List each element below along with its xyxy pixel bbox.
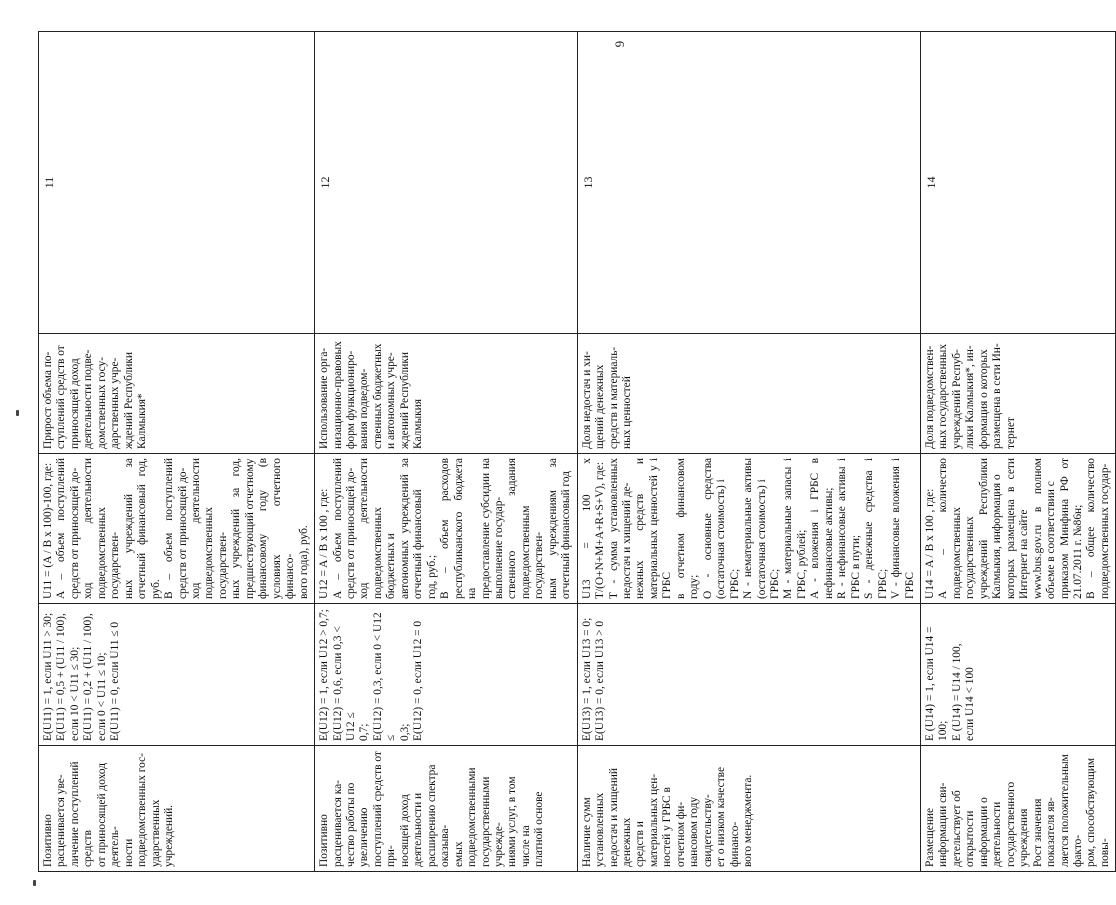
row-number-cell <box>577 32 920 334</box>
text-line: учреждений Республики Калмыкия, информация о <box>977 458 1004 599</box>
text-line: Калмыкия <box>412 398 425 449</box>
text-line: Калмыкия* <box>136 393 149 449</box>
text-line: вания подведом- <box>358 368 371 449</box>
text-line: Использование орга- <box>318 347 331 449</box>
text-line: ГРБС; <box>728 568 741 599</box>
text-line: Позитивно расценивается уве- <box>42 774 68 867</box>
text-line: ход деятельности подведомственных бюджетных и <box>358 458 398 599</box>
text-line: форм функциониро- <box>344 350 357 449</box>
scan-mark <box>33 880 36 886</box>
text-line: ступлений средств от <box>55 345 68 449</box>
text-line: тернет <box>1004 417 1017 449</box>
table-row <box>39 32 315 872</box>
text-line: ГРБС; <box>769 568 782 599</box>
text-line: поступлений средств от при- <box>371 751 398 867</box>
text-line: ждений Республики <box>398 352 411 449</box>
text-line: E(U11) = 0,2 + (U11 / 100), <box>82 613 95 741</box>
text-line: в отчетном финансовом году; <box>674 458 701 599</box>
text-line: U13 = 100 x T/(O+N+M+A+R+S+V), где: <box>580 458 607 599</box>
text-line: U14 = A / B x 100 , где: <box>924 488 936 599</box>
text-line: N - нематериальные активы (остаточная стоимость) i <box>742 458 768 599</box>
text-line: Доля подведомствен- <box>924 345 936 449</box>
text-line: A – количество подведомственных государственных <box>937 458 977 599</box>
scan-mark <box>16 410 19 416</box>
row-number: 14 <box>924 176 938 189</box>
text-line: нансовом году свидетельству- <box>688 794 714 867</box>
indicator-name-cell <box>921 334 1116 454</box>
text-line: приносящей доход <box>68 358 81 449</box>
text-line: если 10 < U11 ≤ 30; <box>68 646 81 741</box>
text-line: предоставление субсидии на выполнение государ- <box>479 458 505 599</box>
text-line: S - денежные средства i ГРБС; <box>863 458 889 599</box>
text-line: вого года), руб. <box>297 525 310 599</box>
text-line: E(U11) = 0,5 + (U11 / 100), <box>55 613 68 741</box>
text-line: автономных учреждений за отчетный финансовый <box>398 458 425 599</box>
text-line: A - вложения i ГРБС в нефинансовые активы; <box>809 458 835 599</box>
text-line: ждений Республики <box>122 352 135 449</box>
text-line: чество работы по увеличению <box>344 782 371 867</box>
text-line: ных ценностей <box>621 376 634 449</box>
text-line: ности подведомственных гос- <box>122 753 149 867</box>
text-line: приказом Минфина РФ от 21.07.2011 г. №86н; <box>1058 458 1084 599</box>
text-line: государственными учрежде- <box>479 776 505 867</box>
text-line: E(U11) = 0, если U11 ≤ 0 <box>109 621 122 741</box>
text-line: Наличие сумм установленных <box>580 792 607 867</box>
text-line: домственных госу- <box>95 356 108 449</box>
text-line: расширению спектра оказыва- <box>425 764 452 867</box>
text-line: E (U14) = 1, если U14 = 100; <box>924 626 950 741</box>
rotated-table-container <box>38 32 1111 872</box>
table-row <box>577 32 920 872</box>
row-number-cell <box>39 32 315 334</box>
text-line: O - основные средства (остаточная стоимость) i <box>701 458 728 599</box>
text-line: U12 = A / B x 100 , где: <box>318 488 331 599</box>
page-number: 6 <box>612 40 628 48</box>
text-line: ход деятельности подведомственных государствен- <box>189 458 229 599</box>
text-line: ход деятельности подведомственных государствен- <box>82 458 122 599</box>
text-line: ет о низком качестве финансо- <box>715 766 741 867</box>
text-line: размещена в сети Ин- <box>991 343 1004 449</box>
text-line: если U14 < 100 <box>964 667 977 741</box>
text-line: щений денежных <box>594 364 607 449</box>
text-line: B – объем поступлений средств от приносящей до- <box>163 458 189 599</box>
table-row <box>315 32 578 872</box>
text-line: емых подведомственными <box>452 767 479 867</box>
comment-cell <box>577 746 920 872</box>
text-line: B – объем расходов республиканского бюджета на <box>439 458 479 599</box>
text-line: ственных бюджетных <box>371 343 384 449</box>
evaluation-cell <box>577 604 920 746</box>
text-line: от приносящей доход деятель- <box>95 762 122 867</box>
text-line: ностей у ГРБС в отчетном фи- <box>661 787 687 867</box>
text-line: ниями услуг, в том числе на <box>506 776 532 867</box>
text-line: ных учреждений за отчетный финансовый год, руб. <box>122 458 162 599</box>
comment-cell <box>315 746 578 872</box>
text-line: финансовому году (в условиях отчетного финансо- <box>257 458 297 599</box>
text-line: которых размещена в сети Интернет на сайте <box>1004 458 1031 599</box>
evaluation-cell <box>39 604 315 746</box>
text-line: личение поступлений средств <box>68 761 95 867</box>
text-line: государственного учреждения <box>1004 781 1031 867</box>
formula-cell <box>921 454 1116 604</box>
text-line: www.bus.gov.ru в полном объеме в соответствии с <box>1031 458 1058 599</box>
indicator-name-cell <box>577 334 920 454</box>
text-line: формация о которых <box>977 349 990 449</box>
text-line: дарственных учре- <box>109 357 122 449</box>
text-line: и автономных учре- <box>385 352 398 449</box>
text-line: вого менеджмента. <box>742 774 755 867</box>
text-line: E (U14) = U14 / 100, <box>950 643 963 741</box>
text-line: E(U13) = 1, если U13 = 0; <box>580 617 593 741</box>
text-line: носящей доход деятельности и <box>398 792 425 867</box>
criteria-table <box>38 31 1116 872</box>
text-line: 0,7; <box>358 723 371 741</box>
text-line: ственного задания подведомственным государствен- <box>506 458 546 599</box>
text-line: ром, способствующим повы- <box>1085 757 1111 867</box>
text-line: E(U12) = 0, если U12 = 0 <box>412 620 425 741</box>
text-line: ных государственных <box>937 343 950 449</box>
text-line: ударственных учреждений. <box>149 799 176 867</box>
text-line: Позитивно расценивается ка- <box>318 780 344 867</box>
indicator-name-cell <box>39 334 315 454</box>
text-line: платной основе <box>533 791 546 867</box>
text-line: нежных средств и материальных ценностей у i ГРБС <box>634 458 674 599</box>
text-line: год, руб.; <box>425 554 438 599</box>
text-line: Доля недостач и хи- <box>580 351 593 449</box>
text-line: учреждений Респуб- <box>950 349 963 449</box>
text-line: деятельности подве- <box>82 349 95 449</box>
text-line: Рост значения показателя яв- <box>1031 797 1058 867</box>
text-line: U11 = (A / B x 100)-100, где: <box>42 462 54 599</box>
text-line: E(U12) = 0,3, если 0 < U12 ≤ <box>371 612 398 741</box>
evaluation-cell <box>315 604 578 746</box>
comment-cell <box>921 746 1116 872</box>
row-number-cell <box>315 32 578 334</box>
text-line: недостач и хищений денежных <box>607 768 634 867</box>
text-line: E(U13) = 0, если U13 > 0 <box>594 620 607 741</box>
text-line: лики Калмыкия*, ин- <box>964 345 977 449</box>
text-line: A – объем поступлений средств от приносящей до- <box>331 458 357 599</box>
text-line: R - нефинансовые активы i ГРБС в пути; <box>836 458 862 599</box>
formula-cell <box>39 454 315 604</box>
text-line: 0,3; <box>398 723 411 741</box>
row-number: 12 <box>318 176 333 189</box>
text-line: информации о деятельности <box>977 797 1004 867</box>
text-line: ным учреждениям за отчетный финансовый год <box>546 458 573 599</box>
indicator-name-cell <box>315 334 578 454</box>
formula-cell <box>577 454 920 604</box>
text-line: ляется положительным факто- <box>1058 754 1084 867</box>
text-line: E(U11) = 1, если U11 > 30; <box>42 612 54 741</box>
row-number: 11 <box>42 176 56 189</box>
evaluation-cell <box>921 604 1116 746</box>
text-line: средств и материаль- <box>607 346 620 449</box>
text-line: T - сумма установленных недостач и хищений де- <box>607 458 634 599</box>
formula-cell <box>315 454 578 604</box>
text-line: Размещение информации сви- <box>924 782 950 867</box>
text-line: Прирост объема по- <box>42 351 54 449</box>
text-line: детельствует об открытости <box>950 790 977 867</box>
text-line: M - материальные запасы i ГРБС, рублей; <box>782 458 808 599</box>
row-number: 13 <box>580 176 595 189</box>
text-line: V - финансовые вложения i ГРБС <box>890 458 916 599</box>
text-line: средств и материальных цен- <box>634 773 660 867</box>
text-line: E(U12) = 0,6, если 0,3 < U12 ≤ <box>331 626 357 741</box>
comment-cell <box>39 746 315 872</box>
text-line: E(U12) = 1, если U12 > 0,7; <box>318 609 331 741</box>
row-number-cell <box>921 32 1116 334</box>
text-line: если 0 < U11 ≤ 10; <box>95 652 108 741</box>
text-line: ных учреждений за год, предшествующий отчетному <box>230 458 256 599</box>
text-line: B – общее количество подведомственных государ- <box>1085 458 1111 599</box>
table-row <box>921 32 1116 872</box>
text-line: низационно-правовых <box>331 341 344 449</box>
text-line: A – объем поступлений средств от приносящей до- <box>55 458 81 599</box>
